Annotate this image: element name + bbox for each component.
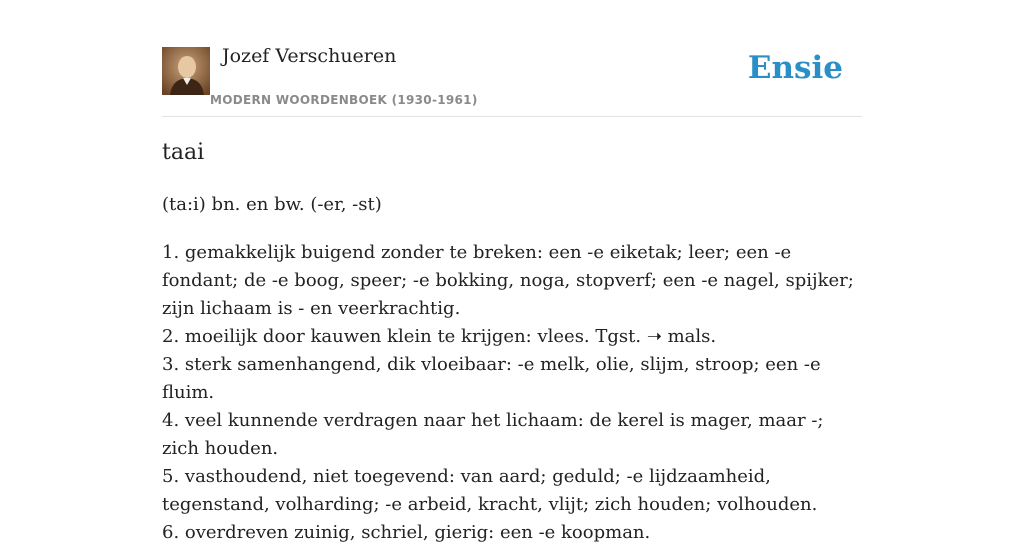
entry-header	[162, 0, 862, 117]
entry-card	[162, 0, 862, 543]
ensie-logo[interactable]: Ensie	[747, 50, 843, 86]
entry-grammar: (ta:i) bn. en bw. (-er, -st)	[162, 194, 382, 215]
author-name[interactable]: Jozef Verschueren	[222, 45, 397, 67]
definition-item: 4. veel kunnende verdragen naar het lichaam: de kerel is mager, maar -; zich houden.	[162, 410, 824, 459]
definition-item: 6. overdreven zuinig, schriel, gierig: een -e koopman.	[162, 522, 651, 543]
definition-item: 2. moeilijk door kauwen klein te krijgen: vlees. Tgst. ➝ mals.	[162, 326, 717, 347]
definitions-list	[162, 239, 862, 547]
definition-item: 5. vasthoudend, niet toegevend: van aard; geduld; -e lijdzaamheid, tegenstand, volharding; -e arbeid, kracht, vlijt; zich houden; volhouden.	[162, 466, 818, 515]
definition-item: 1. gemakkelijk buigend zonder te breken: een -e eiketak; leer; een -e fondant; de -e boog, speer; -e bokking, noga, stopverf; een -e nagel, spijker; zijn lichaam is - en veerkrachtig.	[162, 242, 854, 319]
entry-term: taai	[162, 140, 205, 165]
author-avatar[interactable]	[162, 47, 210, 95]
portrait-icon	[162, 47, 210, 95]
source-title[interactable]: MODERN WOORDENBOEK (1930-1961)	[210, 93, 478, 107]
definition-item: 3. sterk samenhangend, dik vloeibaar: -e melk, olie, slijm, stroop; een -e fluim.	[162, 354, 821, 403]
